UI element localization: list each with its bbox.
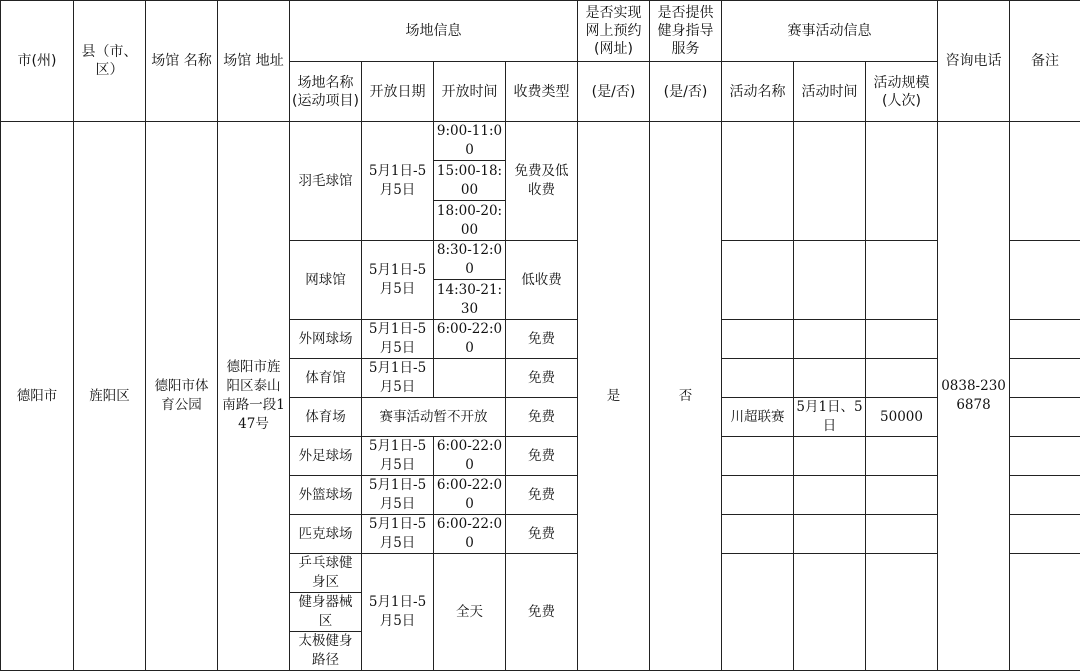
event-scale-empty <box>866 359 938 398</box>
site-date-outdoor-basketball: 5月1日-5月5日 <box>362 476 434 515</box>
header-county: 县（市、区） <box>74 1 146 122</box>
event-time-stadium: 5月1日、5日 <box>794 398 866 437</box>
event-name-empty <box>722 515 794 554</box>
header-event-name: 活动名称 <box>722 62 794 122</box>
site-time-tennis-1: 8:30-12:00 <box>434 241 506 280</box>
site-fee-outdoor-basketball: 免费 <box>506 476 578 515</box>
site-name-stadium: 体育场 <box>290 398 362 437</box>
site-date-fitness-group: 5月1日-5月5日 <box>362 554 434 671</box>
header-open-time: 开放时间 <box>434 62 506 122</box>
site-name-table-tennis: 乒乓球健身区 <box>290 554 362 593</box>
site-fee-fitness-group: 免费 <box>506 554 578 671</box>
event-scale-empty <box>866 241 938 320</box>
remarks-empty <box>1010 320 1080 359</box>
header-venue-address: 场馆 地址 <box>218 1 290 122</box>
header-phone: 咨询电话 <box>938 1 1010 122</box>
site-fee-tennis: 低收费 <box>506 241 578 320</box>
site-name-badminton: 羽毛球馆 <box>290 122 362 241</box>
event-name-empty <box>722 437 794 476</box>
header-city: 市(州) <box>1 1 74 122</box>
event-scale-stadium: 50000 <box>866 398 938 437</box>
site-date-outdoor-tennis: 5月1日-5月5日 <box>362 320 434 359</box>
header-venue-name: 场馆 名称 <box>146 1 218 122</box>
header-site-name: 场地名称(运动项目) <box>290 62 362 122</box>
cell-city: 德阳市 <box>1 122 74 671</box>
event-time-empty <box>794 359 866 398</box>
site-date-badminton: 5月1日-5月5日 <box>362 122 434 241</box>
header-booking-yn: (是/否) <box>578 62 650 122</box>
site-fee-outdoor-football: 免费 <box>506 437 578 476</box>
event-time-empty <box>794 476 866 515</box>
event-scale-empty <box>866 554 938 671</box>
header-fee-type: 收费类型 <box>506 62 578 122</box>
site-fee-gym: 免费 <box>506 359 578 398</box>
event-time-empty <box>794 122 866 241</box>
event-name-stadium: 川超联赛 <box>722 398 794 437</box>
remarks-empty <box>1010 359 1080 398</box>
site-name-fitness-equipment: 健身器械区 <box>290 593 362 632</box>
cell-venue-address: 德阳市旌阳区泰山南路一段147号 <box>218 122 290 671</box>
event-name-empty <box>722 476 794 515</box>
site-name-pickleball: 匹克球场 <box>290 515 362 554</box>
site-fee-stadium: 免费 <box>506 398 578 437</box>
site-name-outdoor-basketball: 外篮球场 <box>290 476 362 515</box>
site-time-tennis-2: 14:30-21:30 <box>434 280 506 320</box>
site-date-gym: 5月1日-5月5日 <box>362 359 434 398</box>
cell-county: 旌阳区 <box>74 122 146 671</box>
event-time-empty <box>794 241 866 320</box>
event-name-empty <box>722 122 794 241</box>
event-name-empty <box>722 241 794 320</box>
site-time-gym <box>434 359 506 398</box>
event-scale-empty <box>866 476 938 515</box>
remarks-empty <box>1010 398 1080 437</box>
site-date-pickleball: 5月1日-5月5日 <box>362 515 434 554</box>
event-scale-empty <box>866 437 938 476</box>
event-scale-empty <box>866 515 938 554</box>
site-closed-note-stadium: 赛事活动暂不开放 <box>362 398 506 437</box>
remarks-empty <box>1010 437 1080 476</box>
site-date-tennis: 5月1日-5月5日 <box>362 241 434 320</box>
remarks-empty <box>1010 241 1080 320</box>
remarks-empty <box>1010 554 1080 671</box>
header-open-date: 开放日期 <box>362 62 434 122</box>
event-name-empty <box>722 554 794 671</box>
site-name-taichi: 太极健身路径 <box>290 632 362 671</box>
remarks-empty <box>1010 476 1080 515</box>
header-event-time: 活动时间 <box>794 62 866 122</box>
event-scale-empty <box>866 122 938 241</box>
header-event-scale: 活动规模(人次) <box>866 62 938 122</box>
event-time-empty <box>794 515 866 554</box>
site-name-tennis: 网球馆 <box>290 241 362 320</box>
site-time-badminton-1: 9:00-11:00 <box>434 122 506 161</box>
site-fee-outdoor-tennis: 免费 <box>506 320 578 359</box>
cell-fitness-guidance: 否 <box>650 122 722 671</box>
site-time-outdoor-basketball: 6:00-22:00 <box>434 476 506 515</box>
site-time-badminton-3: 18:00-20:00 <box>434 201 506 241</box>
remarks-empty <box>1010 515 1080 554</box>
site-time-outdoor-football: 6:00-22:00 <box>434 437 506 476</box>
site-time-badminton-2: 15:00-18:00 <box>434 161 506 201</box>
header-guidance-yn: (是/否) <box>650 62 722 122</box>
site-name-gym: 体育馆 <box>290 359 362 398</box>
site-fee-pickleball: 免费 <box>506 515 578 554</box>
event-name-empty <box>722 359 794 398</box>
cell-phone: 0838-2306878 <box>938 122 1010 671</box>
header-event-info: 赛事活动信息 <box>722 1 938 62</box>
site-time-outdoor-tennis: 6:00-22:00 <box>434 320 506 359</box>
header-fitness-guidance: 是否提供健身指导服务 <box>650 1 722 62</box>
event-time-empty <box>794 320 866 359</box>
site-fee-badminton: 免费及低收费 <box>506 122 578 241</box>
cell-online-booking: 是 <box>578 122 650 671</box>
header-remarks: 备注 <box>1010 1 1080 122</box>
event-time-empty <box>794 437 866 476</box>
site-date-outdoor-football: 5月1日-5月5日 <box>362 437 434 476</box>
cell-venue-name: 德阳市体育公园 <box>146 122 218 671</box>
site-time-fitness-group: 全天 <box>434 554 506 671</box>
site-name-outdoor-football: 外足球场 <box>290 437 362 476</box>
site-time-pickleball: 6:00-22:00 <box>434 515 506 554</box>
event-time-empty <box>794 554 866 671</box>
header-online-booking: 是否实现网上预约(网址) <box>578 1 650 62</box>
site-name-outdoor-tennis: 外网球场 <box>290 320 362 359</box>
remarks-empty <box>1010 122 1080 241</box>
header-site-info: 场地信息 <box>290 1 578 62</box>
event-scale-empty <box>866 320 938 359</box>
event-name-empty <box>722 320 794 359</box>
